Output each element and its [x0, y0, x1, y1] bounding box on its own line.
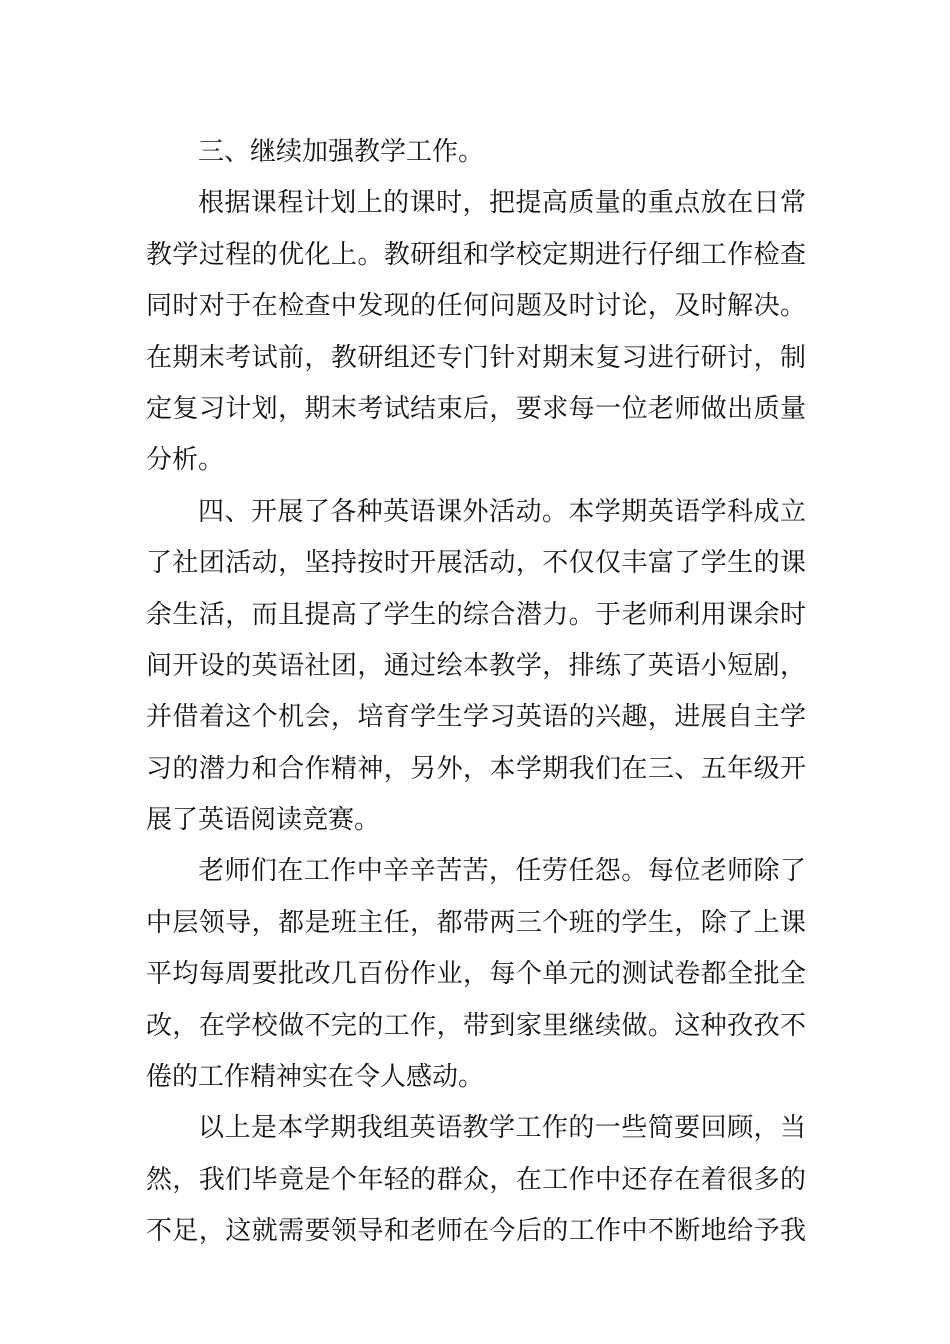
text-line: 平均每周要批改几百份作业，每个单元的测试卷都全批全 — [146, 959, 806, 990]
text-line: 根据课程计划上的课时，把提高质量的重点放在日常 — [198, 188, 806, 219]
text-line: 分析。 — [146, 445, 225, 476]
text-line: 余生活，而且提高了学生的综合潜力。于老师利用课余时 — [146, 599, 806, 630]
text-line: 并借着这个机会，培育学生学习英语的兴趣，进展自主学 — [146, 702, 806, 733]
text-line: 四、开展了各种英语课外活动。本学期英语学科成立 — [198, 496, 806, 527]
text-line: 中层领导，都是班主任，都带两三个班的学生，除了上课 — [146, 907, 806, 938]
text-line: 老师们在工作中辛辛苦苦，任劳任怨。每位老师除了 — [198, 856, 806, 887]
document-body — [146, 127, 806, 1258]
text-line: 然，我们毕竟是个年轻的群众，在工作中还存在着很多的 — [146, 1164, 806, 1195]
paragraph-teaching-quality — [146, 178, 806, 486]
text-line: 倦的工作精神实在令人感动。 — [146, 1062, 485, 1093]
paragraph-summary — [146, 1103, 806, 1257]
text-line: 以上是本学期我组英语教学工作的一些简要回顾，当 — [198, 1113, 806, 1144]
text-line: 定复习计划，期末考试结束后，要求每一位老师做出质量 — [146, 393, 806, 424]
text-line: 了社团活动，坚持按时开展活动，不仅仅丰富了学生的课 — [146, 548, 806, 579]
text-line: 三、继续加强教学工作。 — [198, 137, 485, 167]
text-line: 习的潜力和合作精神，另外，本学期我们在三、五年级开 — [146, 753, 806, 784]
text-line: 展了英语阅读竞赛。 — [146, 805, 381, 836]
text-line: 不足，这就需要领导和老师在今后的工作中不断地给予我 — [146, 1216, 806, 1247]
paragraph-teacher-dedication — [146, 846, 806, 1103]
text-line: 间开设的英语社团，通过绘本教学，排练了英语小短剧， — [146, 650, 806, 681]
text-line: 同时对于在检查中发现的任何问题及时讨论，及时解决。 — [146, 291, 806, 322]
text-line: 改，在学校做不完的工作，带到家里继续做。这种孜孜不 — [146, 1010, 806, 1041]
paragraph-extracurricular-activities — [146, 487, 806, 847]
text-line: 在期末考试前，教研组还专门针对期末复习进行研讨，制 — [146, 342, 806, 373]
text-line: 教学过程的优化上。教研组和学校定期进行仔细工作检查 — [146, 239, 806, 270]
paragraph-section-three-heading — [146, 127, 806, 178]
